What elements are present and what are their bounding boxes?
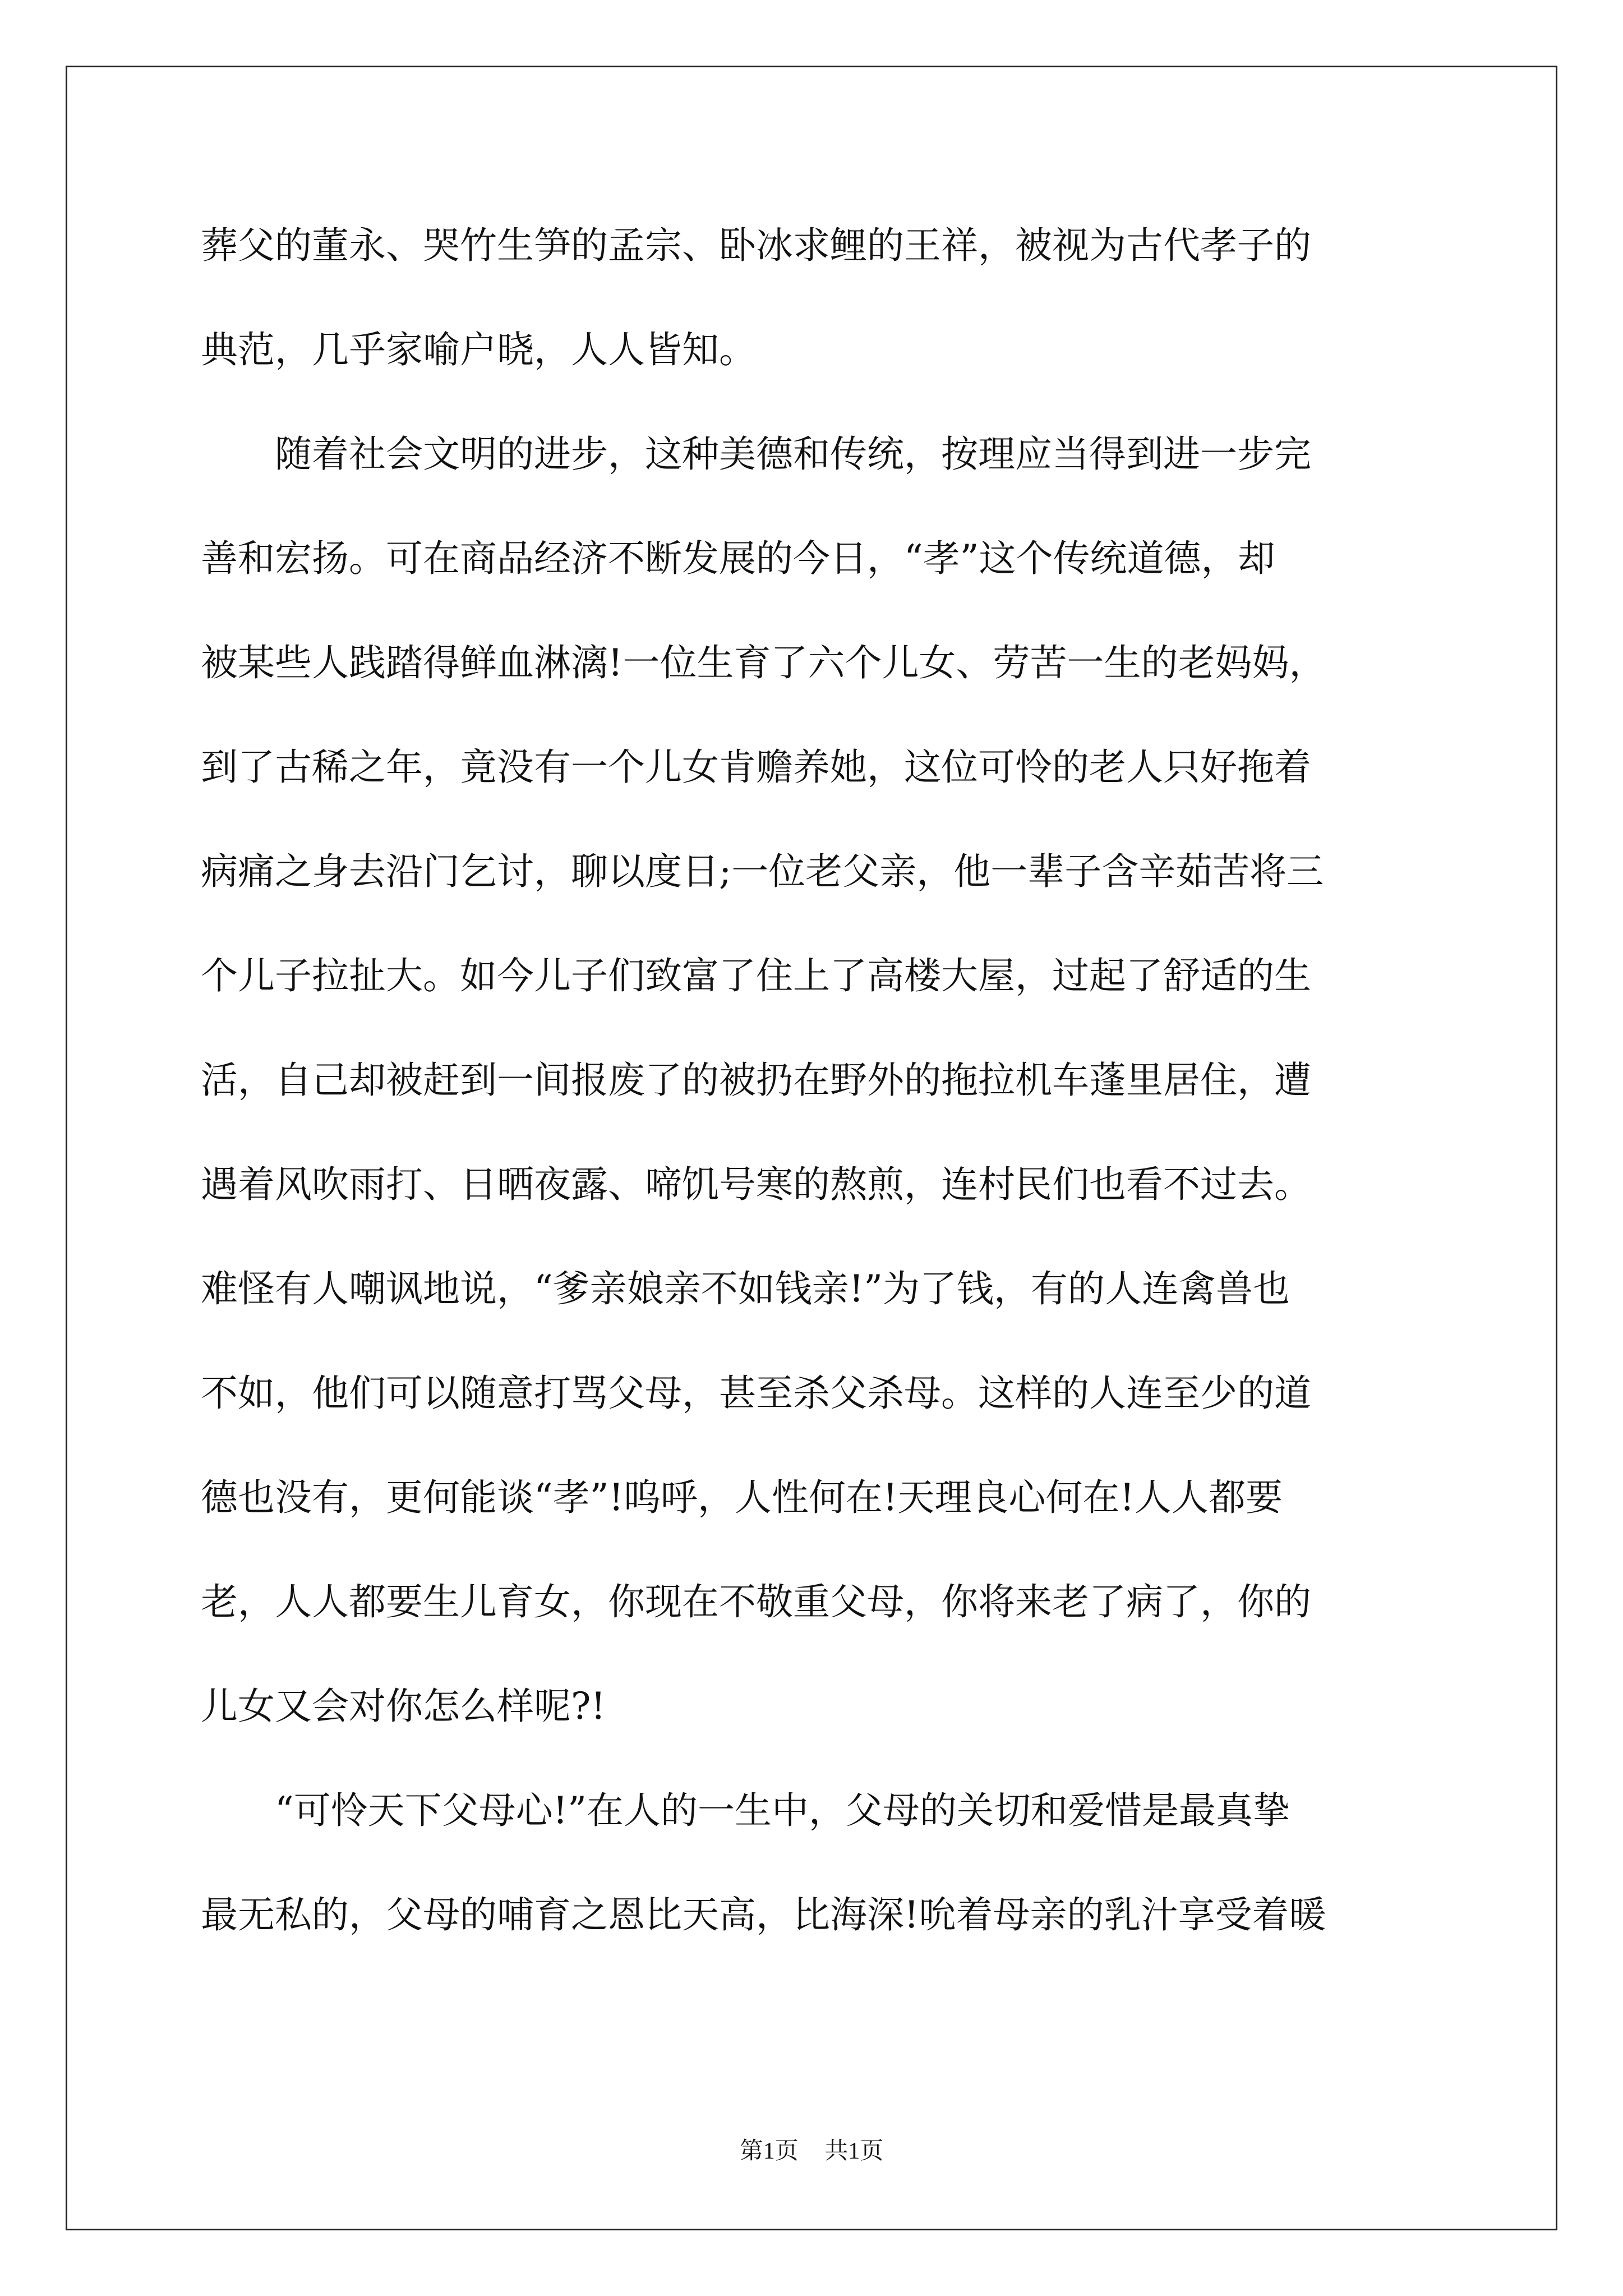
text-line-15: 儿女又会对你怎么样呢?! (201, 1685, 606, 1728)
text-line-1: 葬父的董永、哭竹生笋的孟宗、卧冰求鲤的王祥，被视为古代孝子的 (201, 224, 1311, 267)
text-line-3: 随着社会文明的进步，这种美德和传统，按理应当得到进一步完 (201, 432, 1311, 476)
text-line-7: 病痛之身去沿门乞讨，聊以度日;一位老父亲，他一辈子含辛茹苦将三 (201, 850, 1324, 893)
text-line-8: 个儿子拉扯大。如今儿子们致富了住上了高楼大屋，过起了舒适的生 (201, 954, 1311, 997)
text-line-4: 善和宏扬。可在商品经济不断发展的今日，“孝”这个传统道德，却 (201, 537, 1275, 580)
text-line-12: 不如，他们可以随意打骂父母，甚至杀父杀母。这样的人连至少的道 (201, 1372, 1311, 1415)
text-line-14: 老，人人都要生儿育女，你现在不敬重父母，你将来老了病了，你的 (201, 1580, 1311, 1623)
text-line-6: 到了古稀之年，竟没有一个儿女肯赡养她，这位可怜的老人只好拖着 (201, 746, 1311, 789)
page-total: 共1页 (824, 2138, 884, 2164)
text-line-16: “可怜天下父母心!”在人的一生中，父母的关切和爱惜是最真挚 (201, 1789, 1290, 1832)
text-line-2: 典范，几乎家喻户晓，人人皆知。 (201, 328, 756, 371)
text-line-11: 难怪有人嘲讽地说，“爹亲娘亲不如钱亲!”为了钱，有的人连禽兽也 (201, 1267, 1290, 1310)
page-number: 第1页 (739, 2138, 799, 2164)
text-line-13: 德也没有，更何能谈“孝”!呜呼，人性何在!天理良心何在!人人都要 (201, 1476, 1283, 1519)
text-line-17: 最无私的，父母的哺育之恩比天高，比海深!吮着母亲的乳汁享受着暖 (201, 1893, 1326, 1936)
page-footer (0, 2134, 1623, 2168)
text-line-9: 活，自己却被赶到一间报废了的被扔在野外的拖拉机车蓬里居住，遭 (201, 1059, 1311, 1102)
text-line-10: 遇着风吹雨打、日晒夜露、啼饥号寒的熬煎，连村民们也看不过去。 (201, 1163, 1311, 1206)
text-line-5: 被某些人践踏得鲜血淋漓!一位生育了六个儿女、劳苦一生的老妈妈， (201, 641, 1326, 684)
